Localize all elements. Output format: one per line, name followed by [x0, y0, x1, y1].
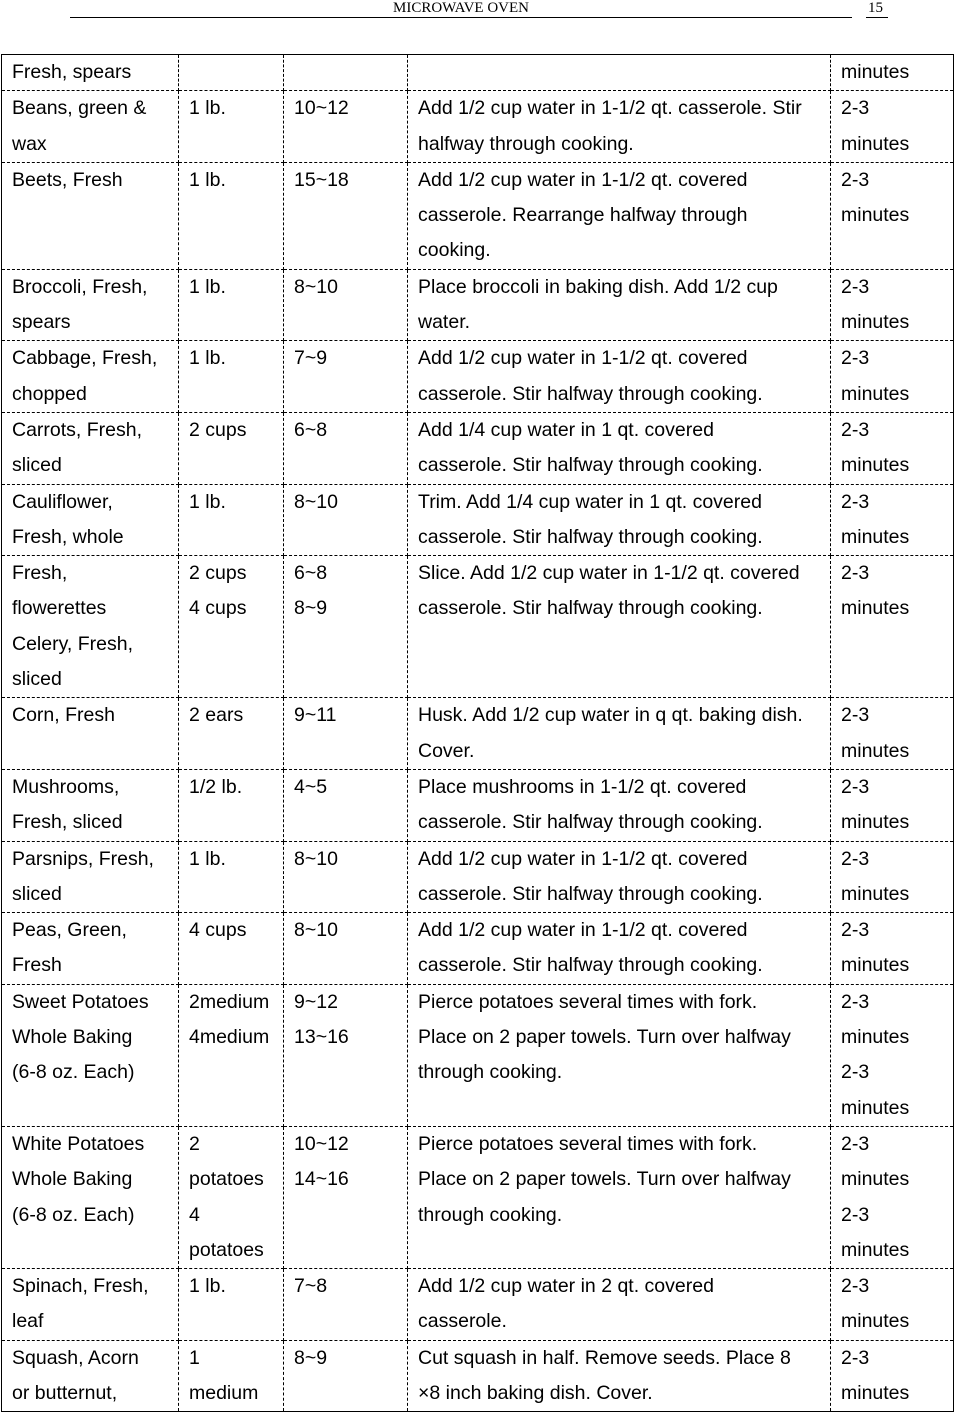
cell-line: Whole Baking [12, 1168, 133, 1191]
cell-line: 2-3 [841, 347, 870, 370]
cell-line: 2-3 [841, 418, 870, 441]
procedure-cell [408, 412, 831, 484]
standing-cell [831, 769, 954, 841]
cell-line: 6~8 [294, 418, 328, 441]
header-rule [70, 17, 852, 18]
time-cell [284, 341, 408, 413]
table-row [2, 1126, 954, 1268]
food-cell [2, 698, 179, 770]
table-row [2, 412, 954, 484]
cell-line: minutes [841, 61, 910, 83]
table-row [2, 484, 954, 556]
amount-cell [179, 984, 284, 1126]
cell-line: flowerettes [12, 597, 107, 620]
cell-line: Place on 2 paper towels. Turn over halfway [418, 1168, 791, 1191]
standing-cell [831, 341, 954, 413]
cell-line: Pierce potatoes several times with fork. [418, 1132, 758, 1155]
procedure-cell [408, 269, 831, 341]
time-cell [284, 484, 408, 556]
cell-line: casserole. Stir halfway through cooking. [418, 811, 763, 834]
cell-line: Fresh, spears [12, 61, 132, 83]
standing-cell [831, 556, 954, 698]
cell-line: minutes [841, 1096, 910, 1119]
table-row [2, 162, 954, 269]
cell-line: sliced [12, 668, 62, 691]
cell-line: Sweet Potatoes [12, 990, 149, 1013]
cell-line: 2-3 [841, 168, 870, 191]
cell-line: Corn, Fresh [12, 704, 115, 727]
cell-line: 1 [189, 1346, 200, 1369]
amount-cell [179, 269, 284, 341]
cell-line: Add 1/2 cup water in 1-1/2 qt. covered [418, 347, 748, 370]
cell-line: Place broccoli in baking dish. Add 1/2 cup [418, 275, 778, 298]
food-cell [2, 91, 179, 163]
standing-cell [831, 162, 954, 269]
cell-line: 2-3 [841, 847, 870, 870]
cell-line: 15~18 [294, 168, 349, 191]
standing-cell [831, 698, 954, 770]
cell-line: wax [12, 132, 47, 155]
cell-line: cooking. [418, 239, 491, 262]
cell-line: Add 1/2 cup water in 1-1/2 qt. covered [418, 919, 748, 942]
cell-line: 2 cups [189, 562, 247, 585]
cell-line: Fresh, [12, 562, 68, 585]
cell-line: 2 [189, 1132, 200, 1155]
cell-line: 9~11 [294, 704, 337, 727]
cell-line: minutes [841, 954, 910, 977]
time-cell [284, 769, 408, 841]
cell-line: medium [189, 1381, 259, 1404]
food-cell [2, 162, 179, 269]
procedure-cell [408, 162, 831, 269]
procedure-cell [408, 1269, 831, 1341]
cell-line: 2-3 [841, 490, 870, 513]
cell-line: 14~16 [294, 1168, 349, 1191]
cell-line: Parsnips, Fresh, [12, 847, 154, 870]
cell-line: Fresh, sliced [12, 811, 123, 834]
cell-line: Slice. Add 1/2 cup water in 1-1/2 qt. covered [418, 562, 800, 585]
amount-cell [179, 698, 284, 770]
time-cell [284, 1340, 408, 1412]
table-row [2, 984, 954, 1126]
cell-line: 8~10 [294, 847, 338, 870]
amount-cell [179, 162, 284, 269]
standing-cell [831, 913, 954, 985]
procedure-cell [408, 841, 831, 913]
amount-cell [179, 484, 284, 556]
page-number: 15 [868, 0, 883, 16]
cell-line: 1 lb. [189, 847, 226, 870]
cell-line: minutes [841, 1381, 910, 1404]
amount-cell [179, 91, 284, 163]
cell-line: 10~12 [294, 97, 349, 120]
cell-line: minutes [841, 132, 910, 155]
cell-line: leaf [12, 1310, 44, 1333]
time-cell [284, 1126, 408, 1268]
cell-line: minutes [841, 882, 910, 905]
cell-line: casserole. Stir halfway through cooking. [418, 882, 763, 905]
header-title: MICROWAVE OVEN [393, 0, 529, 16]
procedure-cell [408, 769, 831, 841]
food-cell [2, 1269, 179, 1341]
cooking-table-body [2, 55, 954, 1412]
cell-line: 1 lb. [189, 1275, 226, 1298]
cell-line: 4 cups [189, 597, 247, 620]
procedure-cell [408, 913, 831, 985]
cell-line: 4~5 [294, 775, 328, 798]
cell-line: 2medium [189, 990, 270, 1013]
cell-line: (6-8 oz. Each) [12, 1203, 135, 1226]
cell-line: through cooking. [418, 1061, 563, 1084]
time-cell [284, 55, 408, 91]
table-row [2, 769, 954, 841]
cell-line: 7~8 [294, 1275, 328, 1298]
cell-line: 2-3 [841, 1275, 870, 1298]
cell-line: Husk. Add 1/2 cup water in q qt. baking dish. [418, 704, 803, 727]
time-cell [284, 412, 408, 484]
cell-line: potatoes [189, 1168, 264, 1191]
cell-line: casserole. Stir halfway through cooking. [418, 454, 763, 477]
cell-line: Add 1/2 cup water in 2 qt. covered [418, 1275, 714, 1298]
cell-line: casserole. Stir halfway through cooking. [418, 382, 763, 405]
cell-line: through cooking. [418, 1203, 563, 1226]
cell-line: spears [12, 311, 71, 334]
cell-line: minutes [841, 597, 910, 620]
cell-line: 10~12 [294, 1132, 349, 1155]
cell-line: Add 1/4 cup water in 1 qt. covered [418, 418, 714, 441]
cell-line: minutes [841, 454, 910, 477]
food-cell [2, 1126, 179, 1268]
time-cell [284, 162, 408, 269]
cell-line: minutes [841, 311, 910, 334]
standing-cell [831, 841, 954, 913]
cell-line: Spinach, Fresh, [12, 1275, 149, 1298]
cell-line: 4medium [189, 1026, 270, 1049]
cell-line: or butternut, [12, 1381, 118, 1404]
cell-line: 9~12 [294, 990, 338, 1013]
cell-line: Carrots, Fresh, [12, 418, 143, 441]
procedure-cell [408, 984, 831, 1126]
time-cell [284, 698, 408, 770]
cell-line: casserole. [418, 1310, 507, 1333]
amount-cell [179, 841, 284, 913]
procedure-cell [408, 341, 831, 413]
cell-line: minutes [841, 811, 910, 834]
cell-line: casserole. Rearrange halfway through [418, 204, 748, 227]
cell-line: Trim. Add 1/4 cup water in 1 qt. covered [418, 490, 762, 513]
cell-line: minutes [841, 525, 910, 548]
food-cell [2, 412, 179, 484]
cell-line: Peas, Green, [12, 919, 127, 942]
cell-line: White Potatoes [12, 1132, 145, 1155]
cell-line: 2-3 [841, 97, 870, 120]
table-row [2, 698, 954, 770]
procedure-cell [408, 698, 831, 770]
food-cell [2, 341, 179, 413]
standing-cell [831, 984, 954, 1126]
table-row [2, 55, 954, 91]
cell-line: Add 1/2 cup water in 1-1/2 qt. covered [418, 168, 748, 191]
cell-line: 7~9 [294, 347, 328, 370]
procedure-cell [408, 91, 831, 163]
table-row [2, 269, 954, 341]
amount-cell [179, 769, 284, 841]
cell-line: Fresh [12, 954, 62, 977]
cell-line: Fresh, whole [12, 525, 124, 548]
standing-cell [831, 484, 954, 556]
standing-cell [831, 1126, 954, 1268]
food-cell [2, 984, 179, 1126]
cell-line: 2-3 [841, 775, 870, 798]
time-cell [284, 91, 408, 163]
cell-line: Add 1/2 cup water in 1-1/2 qt. casserole. Stir [418, 97, 802, 120]
cell-line: Squash, Acorn [12, 1346, 139, 1369]
table-row [2, 1340, 954, 1412]
time-cell [284, 984, 408, 1126]
procedure-cell [408, 55, 831, 91]
procedure-cell [408, 556, 831, 698]
cell-line: minutes [841, 382, 910, 405]
cell-line: Place mushrooms in 1-1/2 qt. covered [418, 775, 747, 798]
cell-line: 2-3 [841, 1346, 870, 1369]
standing-cell [831, 269, 954, 341]
cell-line: halfway through cooking. [418, 132, 634, 155]
cell-line: 8~9 [294, 597, 328, 620]
time-cell [284, 269, 408, 341]
standing-cell [831, 412, 954, 484]
cell-line: 2 cups [189, 418, 247, 441]
cell-line: minutes [841, 1310, 910, 1333]
time-cell [284, 841, 408, 913]
cell-line: 8~10 [294, 919, 338, 942]
amount-cell [179, 1269, 284, 1341]
cell-line: 8~10 [294, 275, 338, 298]
cell-line: 1 lb. [189, 347, 226, 370]
table-row [2, 841, 954, 913]
cell-line: Pierce potatoes several times with fork. [418, 990, 758, 1013]
cell-line: 8~9 [294, 1346, 328, 1369]
cell-line: Whole Baking [12, 1026, 133, 1049]
cell-line: chopped [12, 382, 87, 405]
food-cell [2, 841, 179, 913]
page-header [0, 0, 954, 22]
cell-line: ×8 inch baking dish. Cover. [418, 1381, 653, 1404]
cell-line: potatoes [189, 1238, 264, 1261]
page-number-rule [866, 17, 888, 18]
procedure-cell [408, 1340, 831, 1412]
cell-line: 1 lb. [189, 490, 226, 513]
cooking-table [1, 54, 954, 1412]
cell-line: minutes [841, 1168, 910, 1191]
cell-line: 2-3 [841, 919, 870, 942]
cell-line: 8~10 [294, 490, 338, 513]
cell-line: minutes [841, 204, 910, 227]
standing-cell [831, 1269, 954, 1341]
cell-line: 2 ears [189, 704, 244, 727]
food-cell [2, 55, 179, 91]
cell-line: Cauliflower, [12, 490, 113, 513]
cell-line: Cabbage, Fresh, [12, 347, 158, 370]
cell-line: Cut squash in half. Remove seeds. Place 8 [418, 1346, 791, 1369]
cell-line: sliced [12, 454, 62, 477]
cell-line: casserole. Stir halfway through cooking. [418, 954, 763, 977]
time-cell [284, 913, 408, 985]
food-cell [2, 769, 179, 841]
table-row [2, 341, 954, 413]
cell-line: 6~8 [294, 562, 328, 585]
cell-line: Beets, Fresh [12, 168, 123, 191]
cell-line: 2-3 [841, 1061, 870, 1084]
cell-line: 1/2 lb. [189, 775, 243, 798]
table-row [2, 556, 954, 698]
cell-line: 1 lb. [189, 275, 226, 298]
cell-line: 2-3 [841, 562, 870, 585]
food-cell [2, 484, 179, 556]
cell-line: Mushrooms, [12, 775, 120, 798]
cell-line: 2-3 [841, 1132, 870, 1155]
cell-line: minutes [841, 1026, 910, 1049]
food-cell [2, 913, 179, 985]
table-row [2, 91, 954, 163]
food-cell [2, 269, 179, 341]
cell-line: minutes [841, 739, 910, 762]
amount-cell [179, 1340, 284, 1412]
standing-cell [831, 91, 954, 163]
time-cell [284, 556, 408, 698]
cell-line: water. [418, 311, 471, 334]
amount-cell [179, 556, 284, 698]
amount-cell [179, 1126, 284, 1268]
cell-line: Cover. [418, 739, 475, 762]
table-row [2, 1269, 954, 1341]
cell-line: 4 cups [189, 919, 247, 942]
time-cell [284, 1269, 408, 1341]
cell-line: casserole. Stir halfway through cooking. [418, 525, 763, 548]
procedure-cell [408, 1126, 831, 1268]
cell-line: 13~16 [294, 1026, 349, 1049]
amount-cell [179, 913, 284, 985]
cell-line: 2-3 [841, 704, 870, 727]
cell-line: Beans, green & [12, 97, 147, 120]
procedure-cell [408, 484, 831, 556]
cell-line: minutes [841, 1238, 910, 1261]
food-cell [2, 556, 179, 698]
cell-line: 1 lb. [189, 97, 226, 120]
table-row [2, 913, 954, 985]
amount-cell [179, 55, 284, 91]
cell-line: 2-3 [841, 990, 870, 1013]
food-cell [2, 1340, 179, 1412]
cell-line: 1 lb. [189, 168, 226, 191]
cell-line: Broccoli, Fresh, [12, 275, 148, 298]
standing-cell [831, 55, 954, 91]
standing-cell [831, 1340, 954, 1412]
cell-line: (6-8 oz. Each) [12, 1061, 135, 1084]
cell-line: 2-3 [841, 275, 870, 298]
cell-line: sliced [12, 882, 62, 905]
cell-line: 2-3 [841, 1203, 870, 1226]
cell-line: 4 [189, 1203, 200, 1226]
cell-line: Celery, Fresh, [12, 632, 133, 655]
amount-cell [179, 341, 284, 413]
cell-line: casserole. Stir halfway through cooking. [418, 597, 763, 620]
cell-line: Add 1/2 cup water in 1-1/2 qt. covered [418, 847, 748, 870]
cell-line: Place on 2 paper towels. Turn over halfway [418, 1026, 791, 1049]
amount-cell [179, 412, 284, 484]
